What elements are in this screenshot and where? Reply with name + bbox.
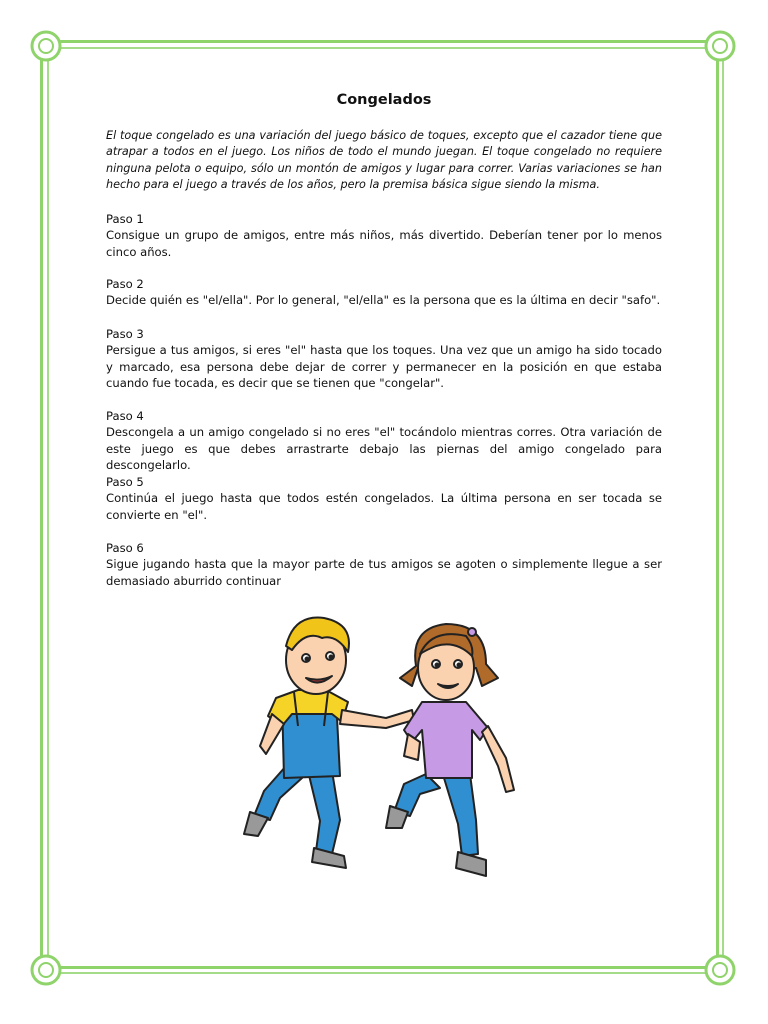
boy-figure <box>244 618 414 868</box>
girl-figure <box>386 624 514 876</box>
corner-ornament-icon <box>702 28 738 64</box>
step-text: Sigue jugando hasta que la mayor parte de tus amigos se agoten o simplemente llegue a ser demasiado aburrido continuar <box>106 557 662 588</box>
step-1 <box>106 211 662 260</box>
corner-ornament-icon <box>28 28 64 64</box>
step-6 <box>106 540 662 589</box>
step-label: Paso 2 <box>106 277 144 291</box>
step-3 <box>106 326 662 392</box>
corner-ornament-icon <box>28 952 64 988</box>
step-5 <box>106 474 662 523</box>
intro-paragraph: El toque congelado es una variación del juego básico de toques, excepto que el cazador tiene que atrapar a todos en el juego. Los niños de todo el mundo juegan. El toque congelado no requiere ninguna pelota o equipo, sólo un montón de amigos y lugar para correr. Varias variaciones se han hecho para el juego a través de los años, pero la premisa básica sigue siendo la misma. <box>106 129 662 192</box>
step-text: Descongela a un amigo congelado si no eres "el" tocándolo mientras corres. Otra variación de este juego es que debes arrastrarte debajo las piernas del amigo congelado para descongelarlo. <box>106 425 662 473</box>
step-label: Paso 1 <box>106 212 144 226</box>
step-2 <box>106 276 662 309</box>
step-text: Continúa el juego hasta que todos estén congelados. La última persona en ser tocada se convierte en "el". <box>106 491 662 522</box>
step-text: Decide quién es "el/ella". Por lo general, "el/ella" es la persona que es la última en decir "safo". <box>106 293 661 308</box>
step-text: Consigue un grupo de amigos, entre más niños, más divertido. Deberían tener por lo menos cinco años. <box>106 228 662 259</box>
step-label: Paso 5 <box>106 475 144 489</box>
step-label: Paso 4 <box>106 409 144 423</box>
step-label: Paso 3 <box>106 327 144 341</box>
step-text: Persigue a tus amigos, si eres "el" hasta que los toques. Una vez que un amigo ha sido tocado y marcado, esa persona debe dejar de correr y permanecer en la posición en que estaba cuando fue tocada, es decir que se tienen que "congelar". <box>106 343 662 391</box>
step-label: Paso 6 <box>106 541 144 555</box>
children-playing-illustration <box>236 606 536 896</box>
page-title: Congelados <box>336 92 432 108</box>
corner-ornament-icon <box>702 952 738 988</box>
step-4 <box>106 408 662 474</box>
